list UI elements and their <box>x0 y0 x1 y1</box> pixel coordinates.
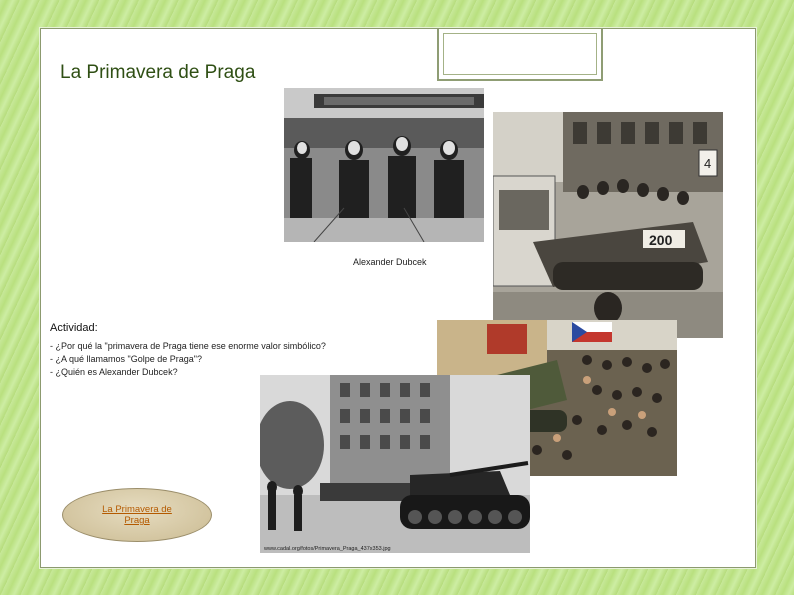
tank-number: 200 <box>649 232 673 248</box>
activity-question-1: - ¿Por qué la "primavera de Praga tiene ese enorme valor simbólico? <box>50 341 326 351</box>
activity-title: Actividad: <box>50 322 98 334</box>
street-sign-number: 4 <box>704 156 712 171</box>
tank-crowd-photo <box>493 112 723 338</box>
activity-question-2: - ¿A qué llamamos "Golpe de Praga"? <box>50 354 202 364</box>
tank-street-photo <box>260 375 530 553</box>
primavera-link-label[interactable]: La Primavera de Praga <box>102 504 172 526</box>
activity-question-3: - ¿Quién es Alexander Dubcek? <box>50 367 178 377</box>
slide-title: La Primavera de Praga <box>60 62 256 83</box>
dubcek-caption: Alexander Dubcek <box>353 257 427 267</box>
bottom-photo-source: www.cadal.org/fotos/Primavera_Praga_437x353.jpg <box>264 546 391 552</box>
slide-top-tab <box>437 29 603 81</box>
primavera-link-button[interactable] <box>62 488 212 542</box>
dubcek-march-photo <box>284 88 484 242</box>
